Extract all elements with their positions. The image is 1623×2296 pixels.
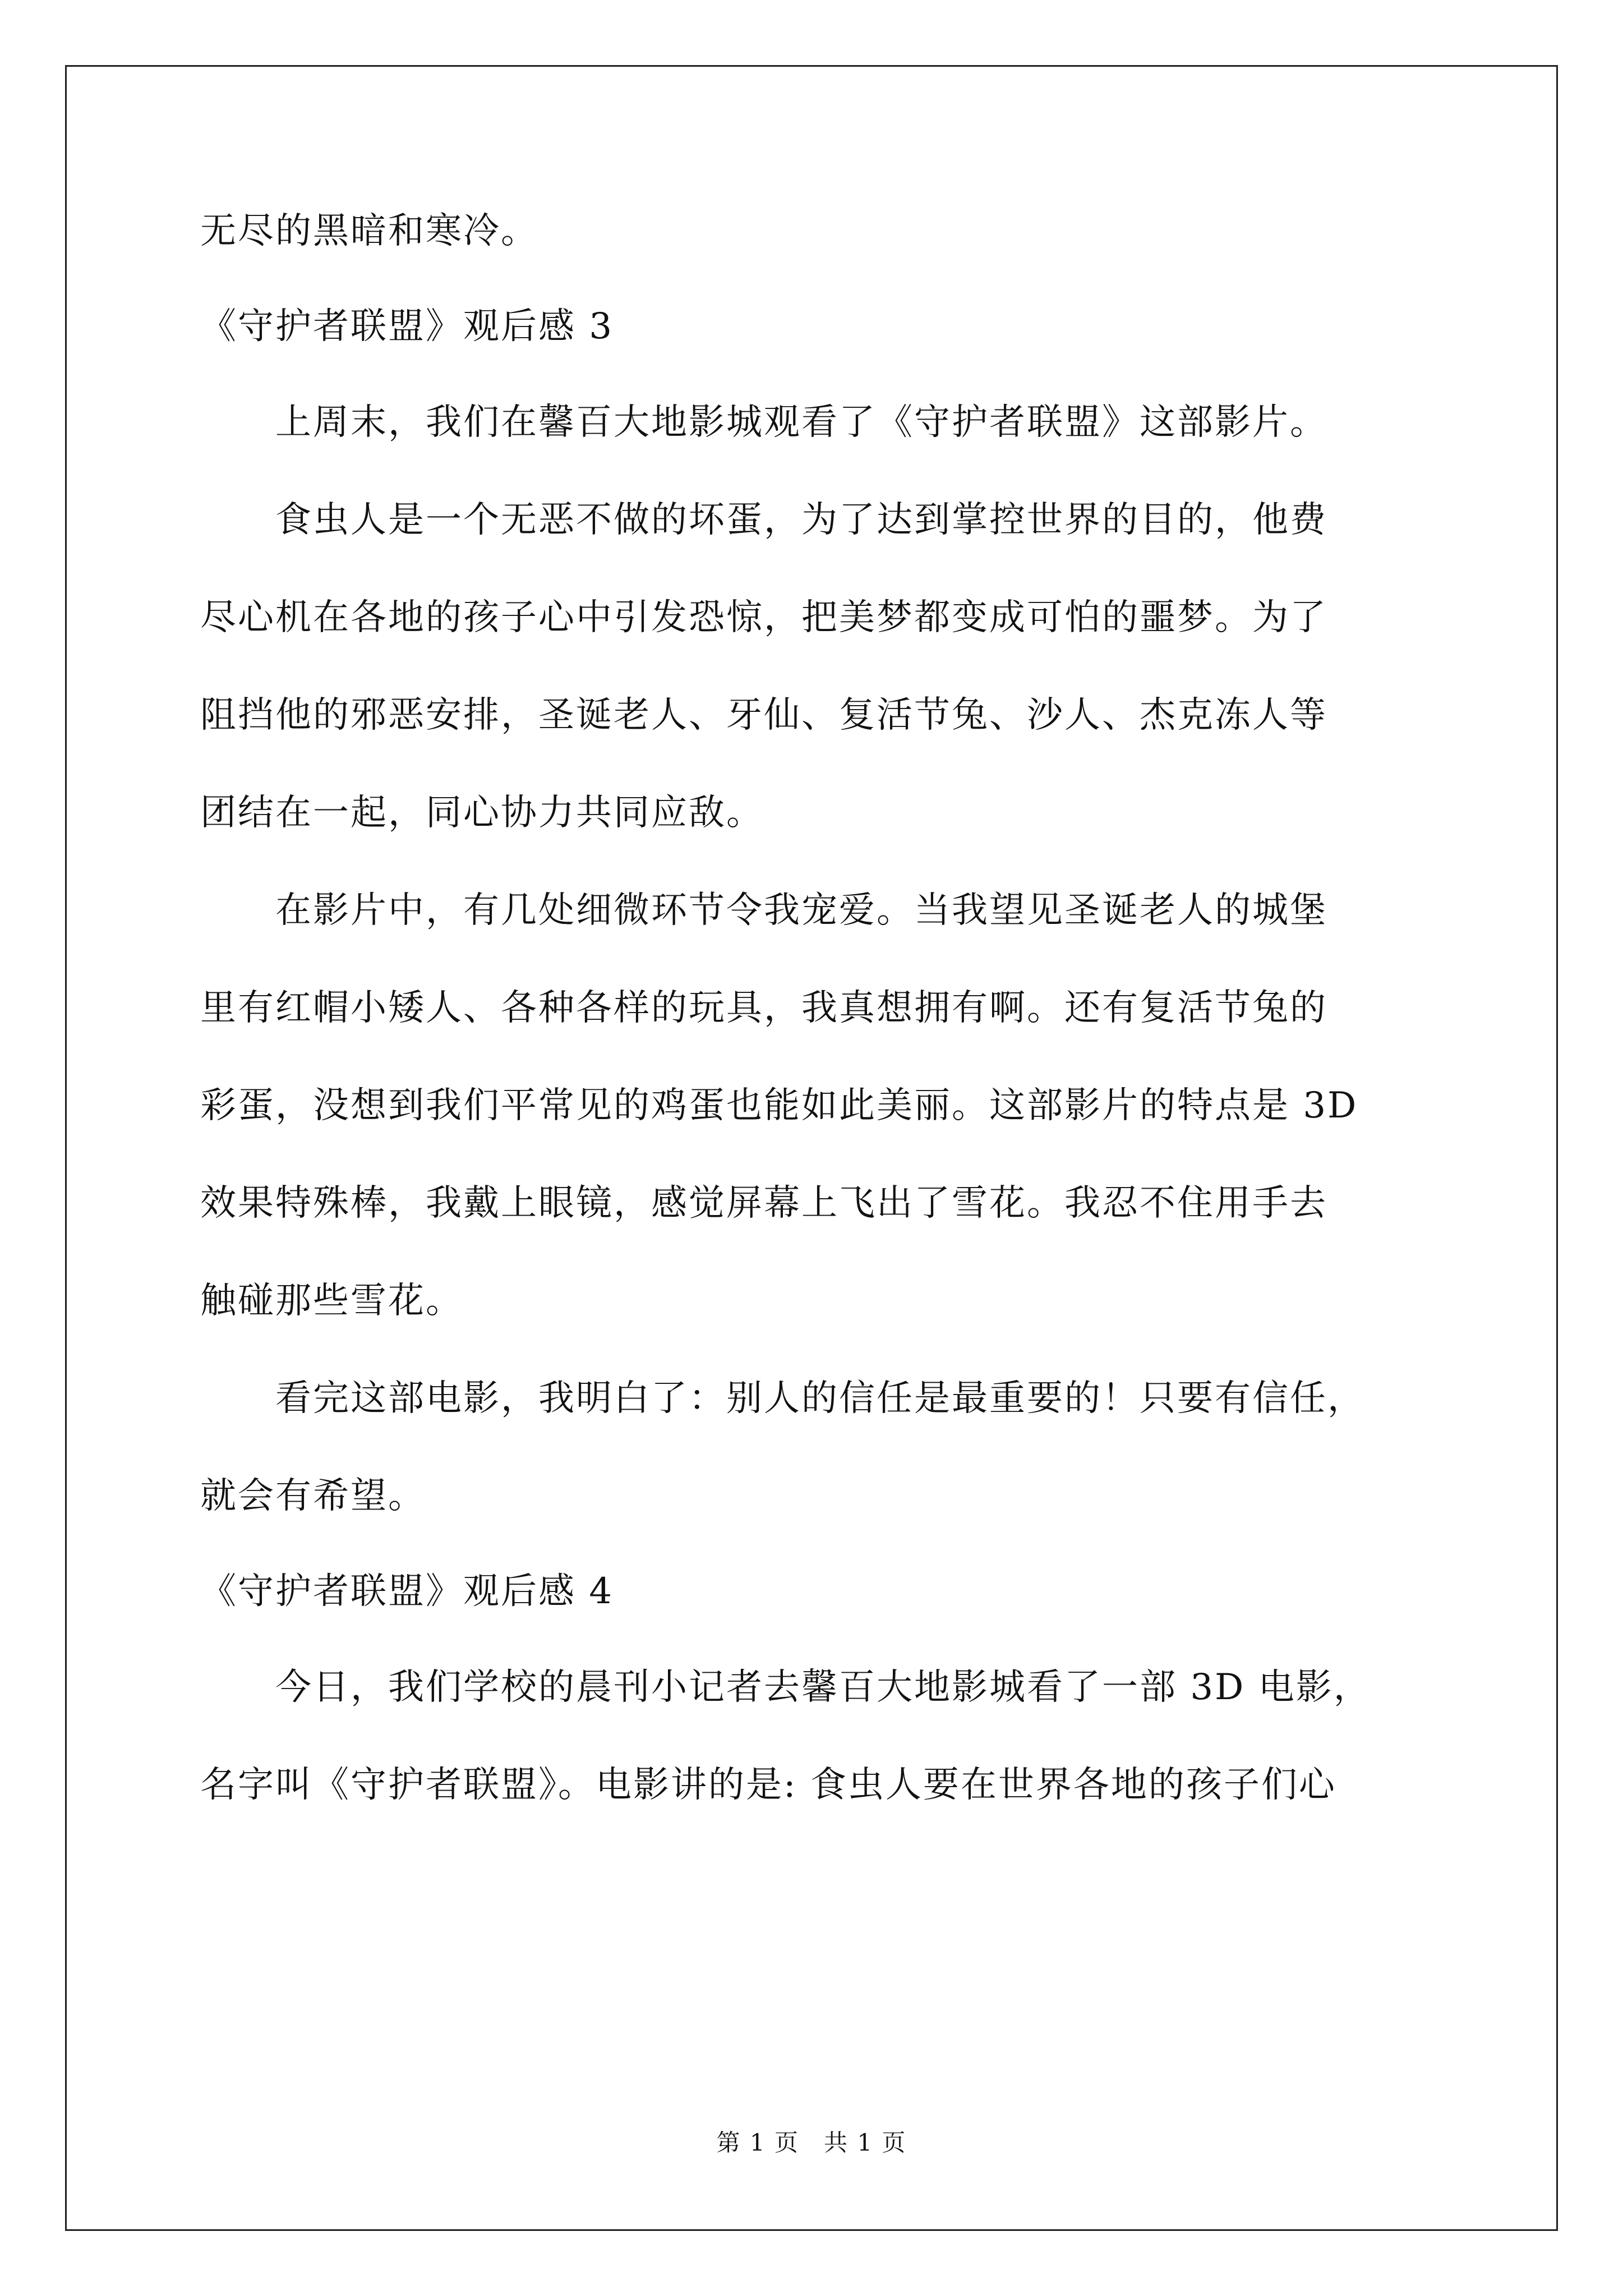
- text-line: 触碰那些雪花。: [200, 1280, 463, 1322]
- text-line: 里有红帽小矮人、各种各样的玩具，我真想拥有啊。还有复活节兔的: [200, 987, 1327, 1029]
- text-line: 彩蛋，没想到我们平常见的鸡蛋也能如此美丽。这部影片的特点是 3D: [200, 1085, 1358, 1126]
- section-heading: 《守护者联盟》观后感 3: [200, 306, 614, 347]
- text-line: 尽心机在各地的孩子心中引发恐惊，把美梦都变成可怕的噩梦。为了: [200, 597, 1327, 638]
- text-line: 在影片中，有几处细微环节令我宠爱。当我望见圣诞老人的城堡: [200, 890, 1327, 931]
- text-line: 名字叫《守护者联盟》。电影讲的是: 食虫人要在世界各地的孩子们心: [200, 1764, 1336, 1806]
- text-line: 上周末，我们在馨百大地影城观看了《守护者联盟》这部影片。: [200, 402, 1327, 443]
- text-line: 效果特殊棒，我戴上眼镜，感觉屏幕上飞出了雪花。我忍不住用手去: [200, 1182, 1327, 1224]
- page-footer: 第 1 页 共 1 页: [716, 2129, 907, 2156]
- text-line: 无尽的黑暗和寒冷。: [200, 210, 538, 252]
- text-line: 看完这部电影，我明白了：别人的信任是最重要的！只要有信任，: [200, 1378, 1365, 1419]
- text-line: 阻挡他的邪恶安排，圣诞老人、牙仙、复活节兔、沙人、杰克冻人等: [200, 694, 1327, 736]
- text-line: 今日，我们学校的晨刊小记者去馨百大地影城看了一部 3D 电影，: [200, 1667, 1371, 1708]
- section-heading: 《守护者联盟》观后感 4: [200, 1571, 614, 1612]
- text-line: 团结在一起，同心协力共同应敌。: [200, 792, 764, 834]
- page-border: [65, 65, 1558, 2231]
- text-line: 食虫人是一个无恶不做的坏蛋，为了达到掌控世界的目的，他费: [200, 499, 1327, 541]
- text-line: 就会有希望。: [200, 1475, 426, 1517]
